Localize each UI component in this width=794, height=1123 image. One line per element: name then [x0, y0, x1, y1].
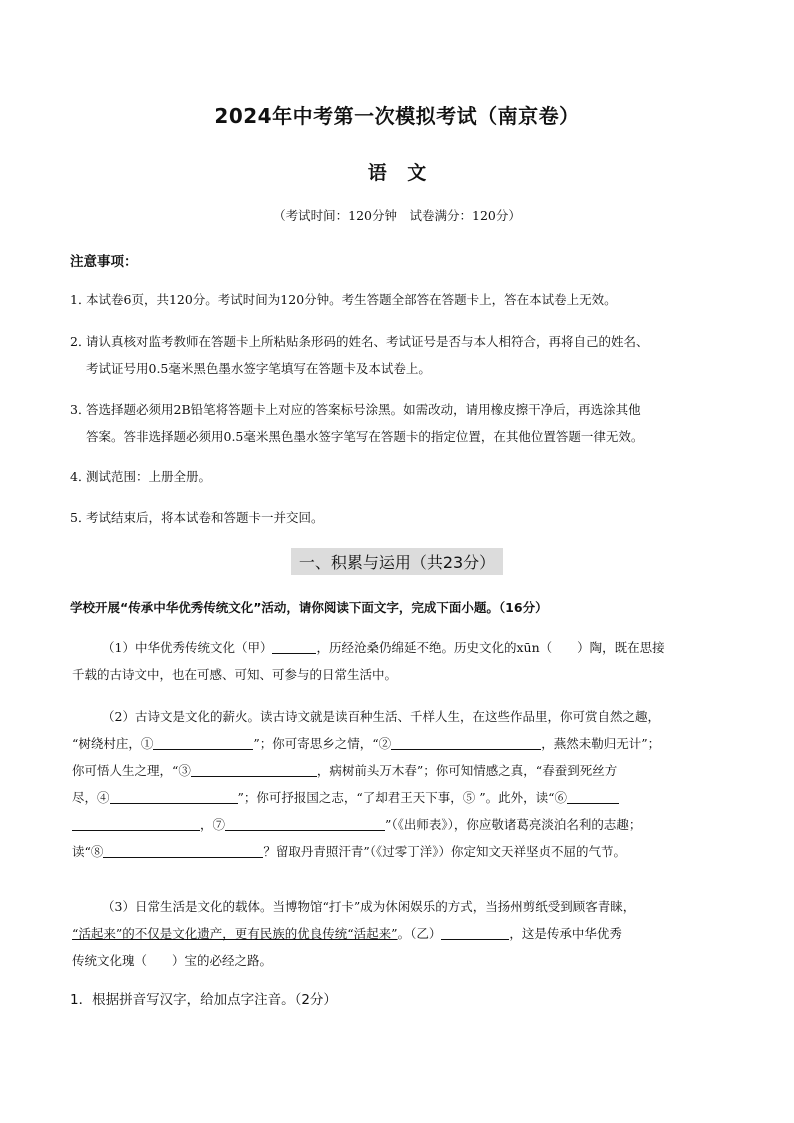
notice-item	[70, 396, 730, 450]
answer-blank-6	[567, 789, 619, 804]
notice-item-text: 本试卷6页，共120分。考试时间为120分钟。考生答题全部答在答题卡上，答在本试卷上无效。	[86, 292, 617, 307]
notice-item-text: 测试范围：上册全册。	[86, 469, 212, 484]
paragraph-line	[72, 838, 730, 865]
paragraph-text: “树绕村庄，①	[72, 736, 154, 751]
notice-item	[70, 328, 730, 382]
paragraph-text: ，历经沧桑仍绵延不绝。历史文化的xūn（ ）陶，既在思接	[316, 640, 665, 655]
answer-blank-yi	[441, 925, 509, 940]
answer-blank-jia	[272, 639, 316, 654]
paragraph-text: ，病树前头万木春”；你可知情感之真，“春蚕到死丝方	[316, 763, 618, 778]
section-heading: 一、积累与运用（共23分）	[291, 548, 503, 575]
notice-item-text: 答选择题必须用2B铅笔将答题卡上对应的答案标号涂黑。如需改动，请用橡皮擦干净后，再选涂其他	[86, 402, 641, 417]
question-1: 1．根据拼音写汉字，给加点字注音。（2分）	[70, 992, 337, 1008]
paragraph-text: ？留取丹青照汗青”（《过零丁洋》）你定知文天祥坚贞不屈的气节。	[263, 844, 627, 859]
notice-item	[70, 463, 730, 490]
paragraph-line	[72, 811, 730, 838]
paragraph-line	[72, 757, 730, 784]
answer-blank-8	[103, 843, 263, 858]
paragraph-text: ，⑦	[200, 817, 226, 832]
answer-blank-3	[191, 762, 317, 777]
notice-item-continuation: 答案。答非选择题必须用0.5毫米黑色墨水签字笔写在答题卡的指定位置，在其他位置答题一律无效。	[86, 429, 644, 444]
notice-item-number: 5．	[70, 510, 91, 525]
notice-item-text: 考试结束后，将本试卷和答题卡一并交回。	[86, 510, 324, 525]
subject-heading: 语 文	[367, 162, 427, 184]
paragraph-text: ”；你可抒报国之志，“了却君王天下事，⑤ ”。此外，读“⑥	[237, 790, 568, 805]
notice-item-number: 2．	[70, 334, 91, 349]
paragraph-line	[72, 784, 730, 811]
answer-blank-1	[153, 735, 253, 750]
paragraph-text: 。（乙）	[397, 926, 442, 941]
paragraph-line: 传统文化瑰（ ）宝的必经之路。	[72, 953, 273, 968]
section-header	[0, 548, 794, 575]
paragraph-line: 千载的古诗文中，也在可感、可知、可参与的日常生活中。	[72, 667, 398, 682]
passage-paragraph-1	[72, 634, 730, 688]
notice-item-number: 4．	[70, 469, 91, 484]
passage-paragraph-2	[72, 703, 730, 865]
answer-blank-2	[391, 735, 541, 750]
paragraph-text: （1）中华优秀传统文化（甲）	[102, 640, 273, 655]
notice-heading: 注意事项：	[70, 254, 138, 270]
paragraph-text: 尽，④	[72, 790, 110, 805]
underlined-sentence: “活起来”的不仅是文化遗产，更有民族的优良传统“活起来”	[72, 926, 398, 941]
exam-title: 2024年中考第一次模拟考试（南京卷）	[214, 104, 580, 128]
notice-item-number: 1．	[70, 292, 91, 307]
paragraph-text: ”（《出师表》），你应敬诸葛亮淡泊名利的志趣；	[385, 817, 642, 832]
paragraph-line: （2）古诗文是文化的薪火。读古诗文就是读百种生活、千样人生，在这些作品里，你可赏自然之趣，	[102, 709, 660, 724]
paragraph-line	[72, 634, 730, 661]
passage-paragraph-3	[72, 893, 730, 974]
notice-item-continuation: 考试证号用0.5毫米黑色墨水签字笔填写在答题卡及本试卷上。	[86, 361, 431, 376]
answer-blank-7	[225, 816, 385, 831]
notice-item-text: 请认真核对监考教师在答题卡上所粘贴条形码的姓名、考试证号是否与本人相符合，再将自己的姓名、	[86, 334, 649, 349]
paragraph-text: 读“⑧	[72, 844, 104, 859]
paragraph-line: （3）日常生活是文化的载体。当博物馆“打卡”成为休闲娱乐的方式，当扬州剪纸受到顾客青睐，	[102, 899, 636, 914]
answer-blank-4	[110, 789, 238, 804]
notice-item	[70, 286, 730, 313]
notice-item	[70, 504, 730, 531]
answer-blank-6-continued	[72, 816, 200, 831]
paragraph-text: 你可悟人生之理，“③	[72, 763, 191, 778]
exam-info: （考试时间：120分钟 试卷满分：120分）	[273, 208, 521, 223]
paragraph-line	[72, 920, 730, 947]
paragraph-text: ，这是传承中华优秀	[509, 926, 622, 941]
paragraph-text: ，燕然未勒归无计”；	[541, 736, 661, 751]
paragraph-line	[72, 730, 730, 757]
question-intro: 学校开展“传承中华优秀传统文化”活动，请你阅读下面文字，完成下面小题。（16分）	[70, 600, 548, 615]
notice-item-number: 3．	[70, 402, 91, 417]
paragraph-text: ”；你可寄思乡之情，“②	[253, 736, 392, 751]
